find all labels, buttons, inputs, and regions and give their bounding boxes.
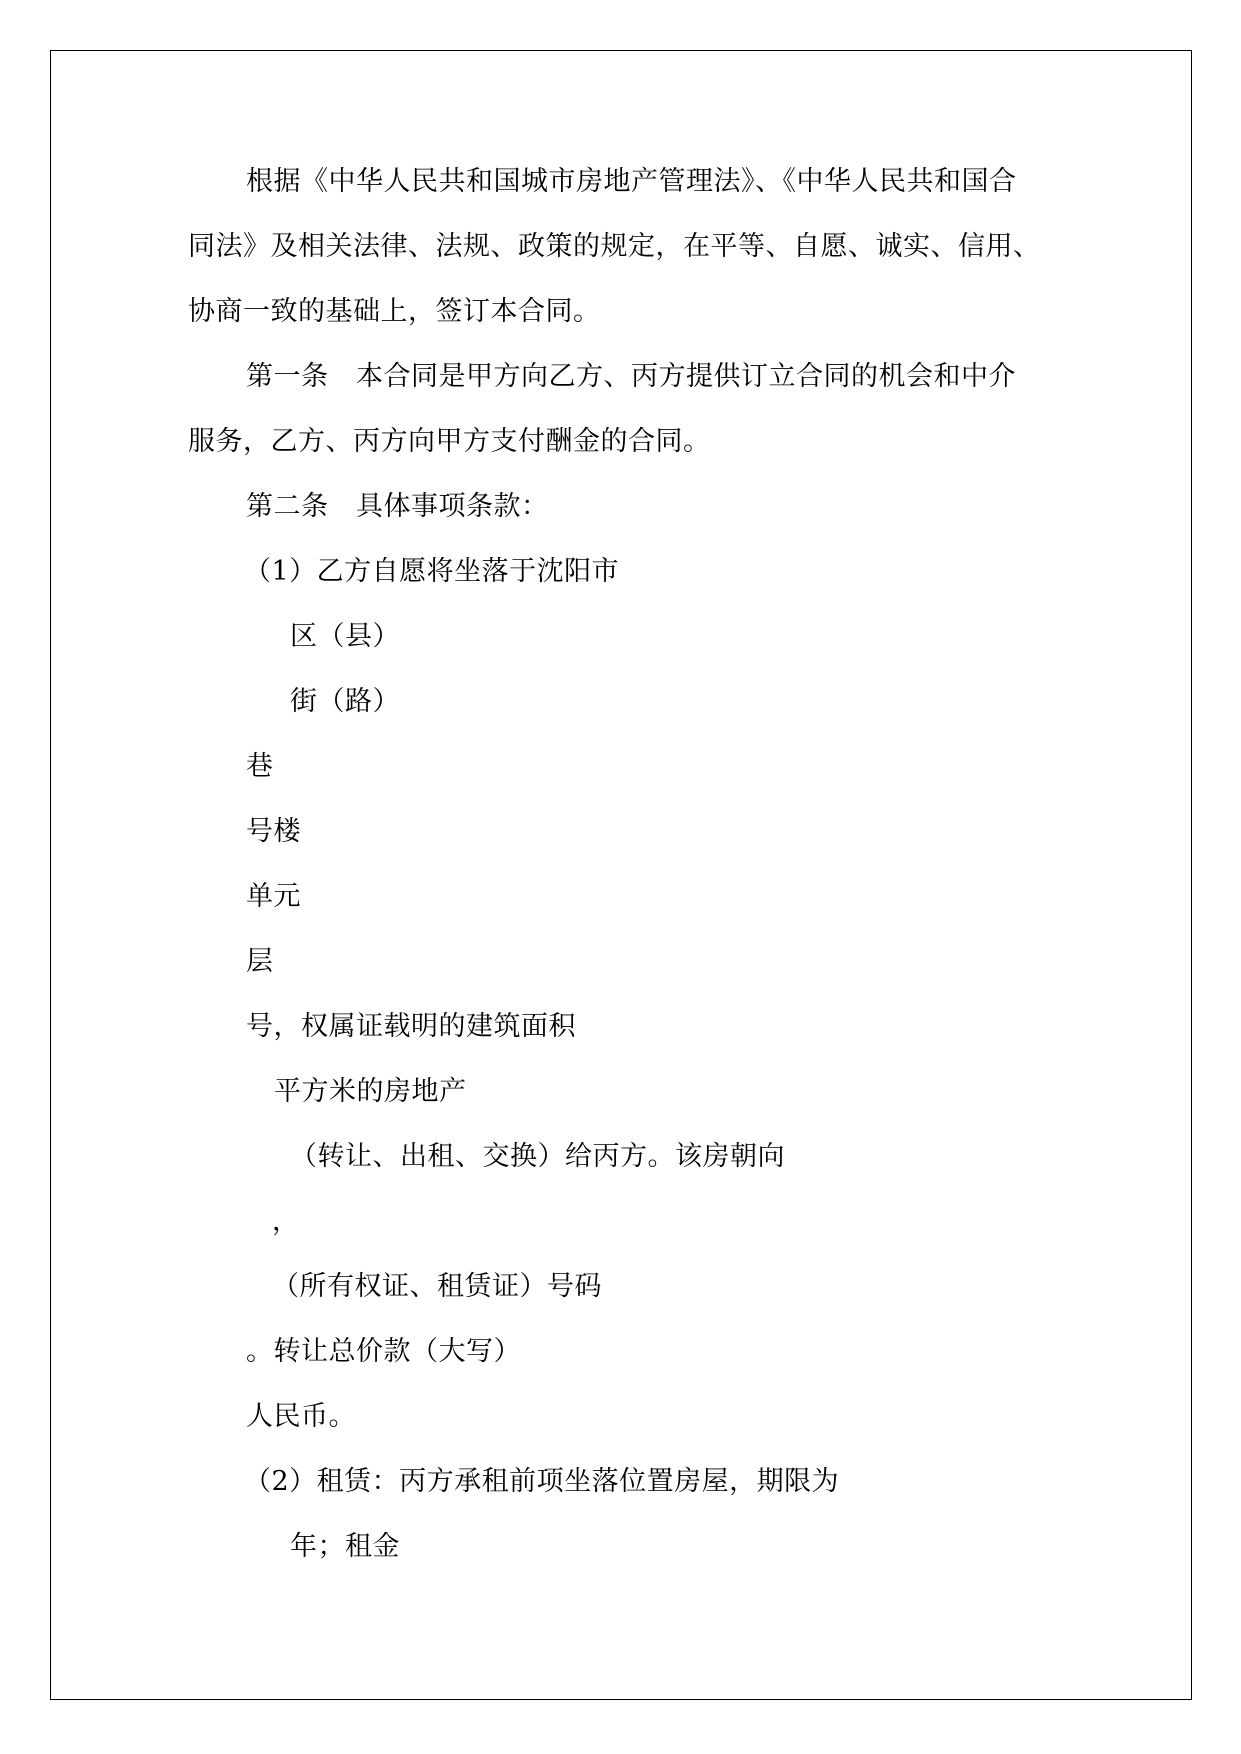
paragraph-line: 同法》及相关法律、法规、政策的规定，在平等、自愿、诚实、信用、 — [188, 231, 1041, 262]
clause-field-total-price: 。转让总价款（大写） — [246, 1336, 521, 1367]
clause-2-line: （2）租赁：丙方承租前项坐落位置房屋，期限为 — [244, 1466, 840, 1497]
clause-field-square-meters: 平方米的房地产 — [274, 1076, 467, 1107]
clause-field-certificate: （所有权证、租赁证）号码 — [272, 1271, 602, 1302]
clause-field-floor: 层 — [246, 946, 274, 977]
clause-1-line: （1）乙方自愿将坐落于沈阳市 — [244, 556, 620, 587]
clause-field-lane: 巷 — [246, 751, 274, 782]
paragraph-line: 协商一致的基础上，签订本合同。 — [188, 296, 601, 327]
clause-field-room-area: 号，权属证载明的建筑面积 — [246, 1011, 576, 1042]
clause-field-unit: 单元 — [246, 881, 301, 912]
clause-field-rent: 年；租金 — [290, 1531, 400, 1562]
clause-field-building: 号楼 — [246, 816, 301, 847]
clause-field-orientation: ， — [272, 1206, 300, 1237]
clause-field-transfer-type: （转让、出租、交换）给丙方。该房朝向 — [290, 1141, 785, 1172]
clause-field-street: 街（路） — [290, 686, 400, 717]
clause-field-district: 区（县） — [290, 621, 400, 652]
paragraph-line: 根据《中华人民共和国城市房地产管理法》、《中华人民共和国合 — [246, 166, 1017, 197]
article-2-heading: 第二条 具体事项条款： — [246, 491, 549, 522]
article-1-line: 第一条 本合同是甲方向乙方、丙方提供订立合同的机会和中介 — [246, 361, 1016, 392]
article-1-line: 服务，乙方、丙方向甲方支付酬金的合同。 — [188, 426, 711, 457]
clause-field-currency: 人民币。 — [246, 1401, 356, 1432]
